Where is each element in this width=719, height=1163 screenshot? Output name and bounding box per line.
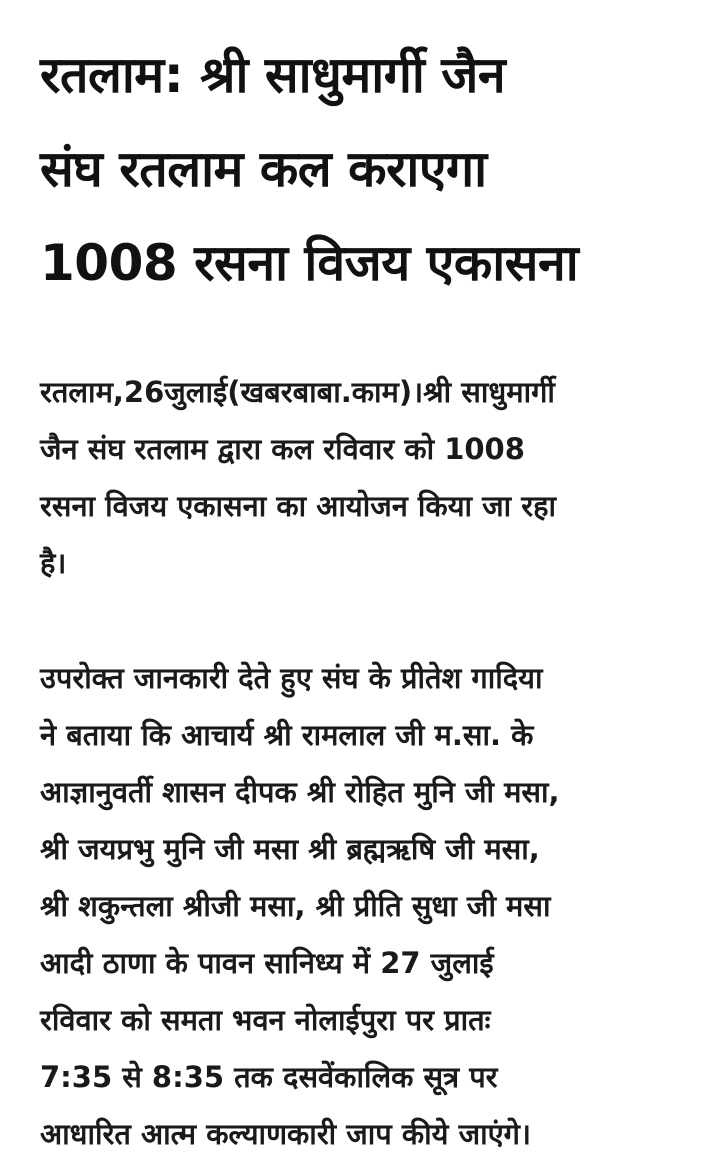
paragraph-line: श्री शकुन्तला श्रीजी मसा, श्री प्रीति सुधा जी मसा <box>40 889 551 923</box>
article-paragraph-intro <box>40 364 683 592</box>
article-body <box>40 364 683 1163</box>
headline-line: संघ रतलाम कल कराएगा <box>40 140 487 198</box>
paragraph-line: रतलाम,26जुलाई(खबरबाबा.काम)।श्री साधुमार्गी <box>40 375 555 409</box>
paragraph-line: आधारित आत्म कल्याणकारी जाप कीये जाएंगे। <box>40 1117 531 1151</box>
paragraph-line: आदी ठाणा के पावन सानिध्य में 27 जुलाई <box>40 946 494 980</box>
article-headline <box>40 28 683 310</box>
paragraph-line: जैन संघ रतलाम द्वारा कल रविवार को 1008 <box>40 432 525 466</box>
paragraph-line: है। <box>40 546 67 580</box>
headline-line: रतलाम: श्री साधुमार्गी जैन <box>40 46 506 104</box>
paragraph-line: रविवार को समता भवन नोलाईपुरा पर प्रातः <box>40 1003 491 1037</box>
headline-line: 1008 रसना विजय एकासना <box>40 234 579 292</box>
paragraph-line: 7:35 से 8:35 तक दसवेंकालिक सूत्र पर <box>40 1060 498 1094</box>
paragraph-line: आज्ञानुवर्ती शासन दीपक श्री रोहित मुनि जी मसा, <box>40 775 560 809</box>
paragraph-line: उपरोक्त जानकारी देते हुए संघ के प्रीतेश गादिया <box>40 661 543 695</box>
article-paragraph-details <box>40 650 683 1163</box>
paragraph-line: श्री जयप्रभु मुनि जी मसा श्री ब्रह्मऋषि जी मसा, <box>40 832 540 866</box>
paragraph-line: ने बताया कि आचार्य श्री रामलाल जी म.सा. के <box>40 718 534 752</box>
paragraph-line: रसना विजय एकासना का आयोजन किया जा रहा <box>40 489 557 523</box>
